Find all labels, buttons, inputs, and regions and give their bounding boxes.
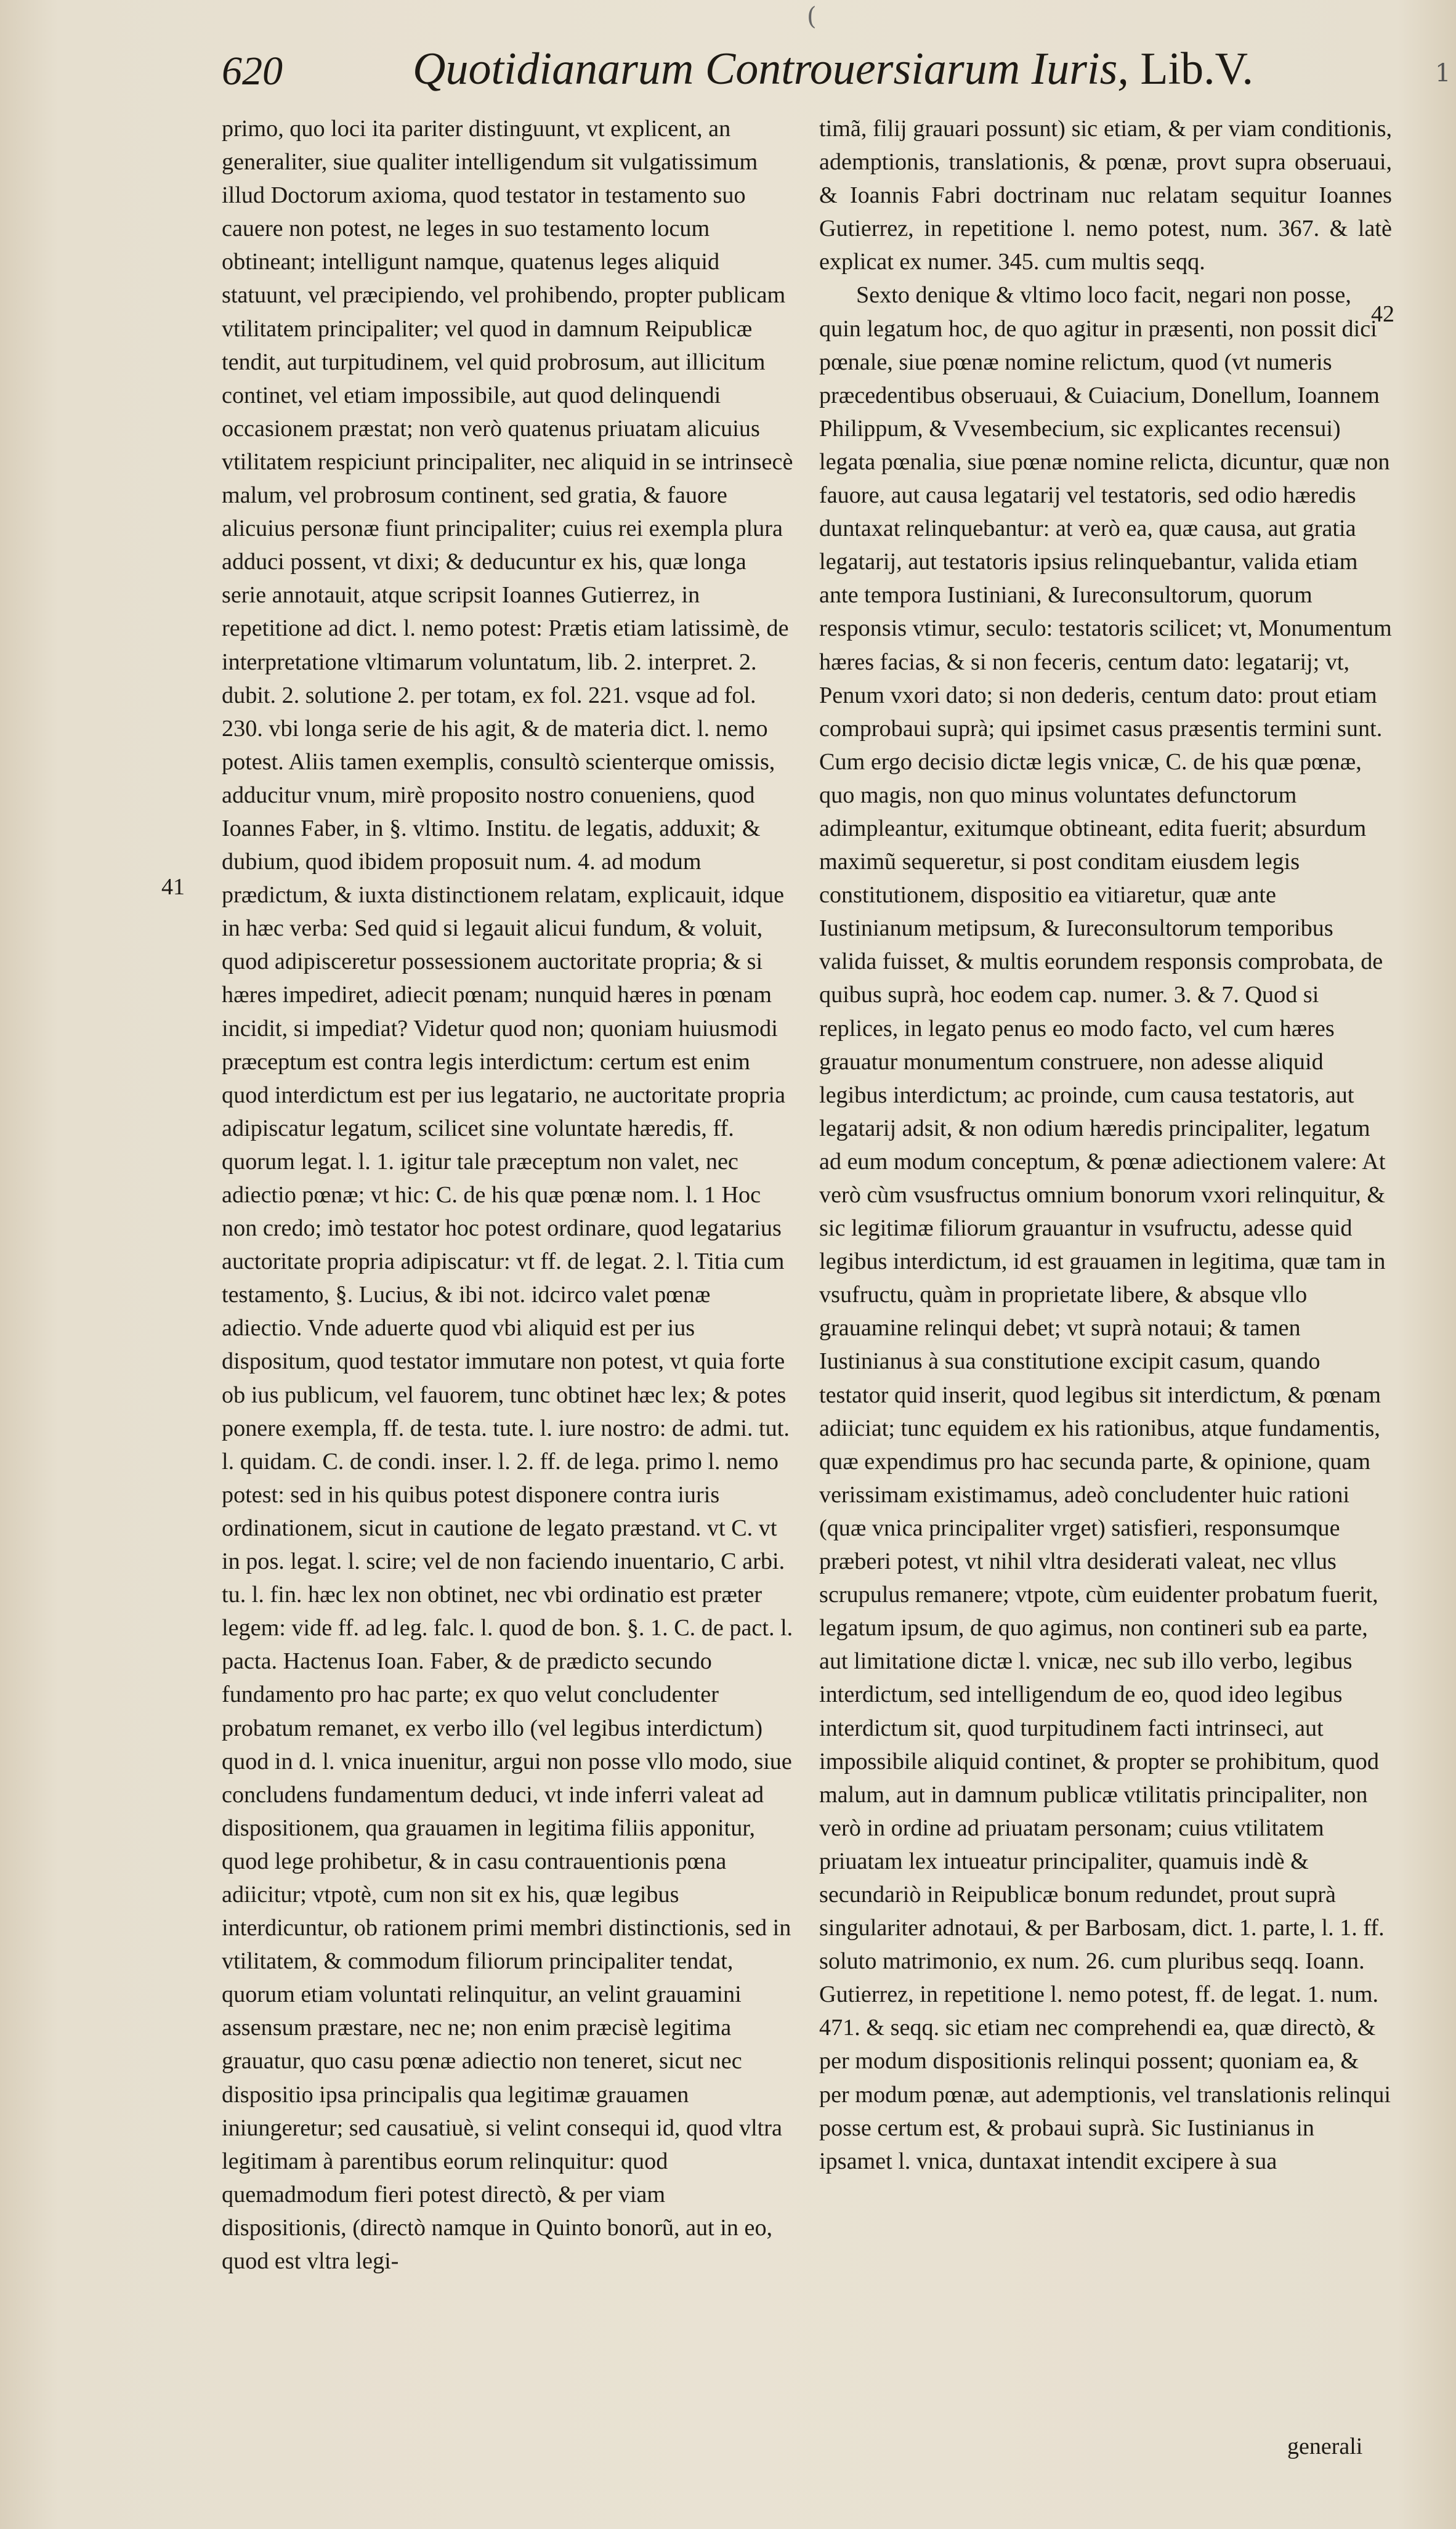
left-column (222, 112, 795, 2278)
top-mark: ( (807, 2, 817, 31)
right-column (819, 112, 1392, 2178)
page-header (222, 37, 1380, 111)
right-paragraph-2: Sexto denique & vltimo loco facit, negari non posse, quin legatum hoc, de quo agitur in præsenti, non possit dici pœnale, siue pœnæ nomine relictum, quod (vt numeris præcedentibus obseruaui, & Cuiacium, Donellum, Ioannem Philippum, & Vvesembecium, sic explicantes recensui) legata pœnalia, siue pœnæ nomine relicta, dicuntur, quæ non fauore, aut causa legatarij vel testatoris, sed odio hæredis duntaxat relinquebantur: at verò ea, quæ causa, aut gratia legatarij, aut testatoris ipsius relinquebantur, valida etiam ante tempora Iustiniani, & Iureconsultorum, quorum responsis vtimur, seculo: testatoris scilicet; vt, Monumentum hæres facias, & si non feceris, centum dato: legatarij; vt, Penum vxori dato; si non dederis, centum dato: prout etiam comprobaui suprà; qui ipsimet casus præsentis termini sunt. Cum ergo decisio dictæ legis vnicæ, C. de his quæ pœnæ, quo magis, non quo minus voluntates defunctorum adimpleantur, exitumque obtineant, edita fuerit; absurdum maximũ sequeretur, si post conditam eiusdem legis constitutionem, dispositio ea vitiaretur, quæ ante Iustinianum metipsum, & Iureconsultorum temporibus valida fuisset, & multis eorundem responsis comprobata, de quibus suprà, hoc eodem cap. numer. 3. & 7. Quod si replices, in legato penus eo modo facto, vel cum hæres grauatur monumentum construere, non adesse aliquid legibus interdictum; ac proinde, cum causa testatoris, aut legatarij adsit, & non odium hæredis principaliter, legatum ad eum modum conceptum, & pœnæ adiectionem valere: At verò cùm vsusfructus omnium bonorum vxori relinquitur, & sic legitimæ filiorum grauantur in vsufructu, adesse quid legibus interdictum, id est grauamen in legitima, quæ tam in vsufructu, quàm in proprietate libere, & absque vllo grauamine relinqui debet; vt suprà notaui; & tamen Iustinianus à sua constitutione excipit casum, quando testator quid inserit, quod legibus sit interdictum, & pœnam adiiciat; tunc equidem ex his rationibus, atque fundamentis, quæ expendimus pro hac secunda parte, & opinione, quam verissimam existimamus, adeò concludenter huic rationi (quæ vnica principaliter vrget) satisfieri, responsumque præberi potest, vt nihil vltra desiderati valeat, nec vllus scrupulus remanere; vtpote, cùm euidenter probatum fuerit, legatum ipsum, de quo agimus, non contineri sub ea parte, aut limitatione dictæ l. vnicæ, nec sub illo verbo, legibus interdictum, sed intelligendum de eo, quod ideo legibus interdictum sit, quod turpitudinem facti intrinseci, aut impossibile aliquid continet, & propter se prohibitum, quod malum, aut in damnum publicæ vtilitatis principaliter, non verò in ordine ad priuatam personam; cuius vtilitatem priuatam lex intueatur principaliter, quamuis indè & secundariò in Reipublicæ bonum redundet, prout suprà singulariter adnotaui, & per Barbosam, dict. 1. parte, l. 1. ff. soluto matrimonio, ex num. 26. cum pluribus seqq. Ioann. Gutierrez, in repetitione l. nemo potest, ff. de legat. 1. num. 471. & seqq. sic etiam nec comprehendi ea, quæ directò, & per modum dispositionis relinqui possent; quoniam ea, & per modum pœnæ, aut ademptionis, vel translationis relinqui posse certum est, & probaui suprà. Sic Iustinianus in ipsamet l. vnica, duntaxat intendit excipere à sua (819, 282, 1392, 2174)
right-paragraph-1: timã, filij grauari possunt) sic etiam, & per viam conditionis, ademptionis, translationis, & pœnæ, provt supra obseruaui, & Ioannis Fabri doctrinam nuc relatam sequitur Ioannes Gutierrez, in repetitione l. nemo potest, num. 367. & latè explicat ex numer. 345. cum multis seqq. (819, 116, 1392, 275)
margin-number-41: 41 (161, 874, 185, 900)
margin-number-42: 42 (1371, 301, 1394, 327)
edge-mark: 1 (1435, 59, 1451, 87)
left-paragraph-1: primo, quo loci ita pariter distinguunt, vt explicent, an generaliter, siue qualiter intelligendum sit vulgatissimum illud Doctorum axioma, quod testator in testamento suo cauere non potest, ne leges in suo testamento locum obtineant; intelligunt namque, quatenus leges aliquid statuunt, vel præcipiendo, vel prohibendo, propter publicam vtilitatem principaliter; vel quod in damnum Reipublicæ tendit, aut turpitudinem, vel quid probrosum, aut illicitum continet, vel etiam impossibile, aut quod delinquendi occasionem præstat; non verò quatenus priuatam alicuius vtilitatem respiciunt principaliter, nec aliquid in se intrinsecè malum, vel probrosum continent, sed gratia, & fauore alicuius personæ fiunt principaliter; cuius rei exempla plura adduci possent, vt dixi; & deducuntur ex his, quæ longa serie annotauit, atque scripsit Ioannes Gutierrez, in repetitione ad dict. l. nemo potest: Prætis etiam latissimè, de interpretatione vltimarum voluntatum, lib. 2. interpret. 2. dubit. 2. solutione 2. per totam, ex fol. 221. vsque ad fol. 230. vbi longa serie de his agit, & de materia dict. l. nemo potest. Aliis tamen exemplis, consultò scienterque omissis, adducitur vnum, mirè proposito nostro conueniens, quod Ioannes Faber, in §. vltimo. Institu. de legatis, adduxit; & dubium, quod ibidem proposuit num. 4. ad modum prædictum, & iuxta distinctionem relatam, explicauit, idque in hæc verba: Sed quid si legauit alicui fundum, & voluit, quod adipisceretur possessionem auctoritate propria; & si hæres impediret, adiecit pœnam; nunquid hæres in pœnam incidit, si impediat? Videtur quod non; quoniam huiusmodi præceptum est contra legis interdictum: certum est enim quod interdictum est per ius legatario, ne auctoritate propria adipiscatur legatum, scilicet sine voluntate hæredis, ff. quorum legat. l. 1. igitur tale præceptum non valet, nec adiectio pœnæ; vt hic: C. de his quæ pœnæ nom. l. 1 Hoc non credo; imò testator hoc potest ordinare, quod legatarius auctoritate propria adipiscatur: vt ff. de legat. 2. l. Titia cum testamento, §. Lucius, & ibi not. idcirco valet pœnæ adiectio. Vnde aduerte quod vbi aliquid est per ius dispositum, quod testator immutare non potest, vt quia forte ob ius publicum, vel fauorem, tunc obtinet hæc lex; & potes ponere exempla, ff. de testa. tute. l. iure nostro: de admi. tut. l. quidam. C. de condi. inser. l. 2. ff. de lega. primo l. nemo potest: sed in his quibus potest disponere contra iuris ordinationem, sicut in cautione de legato præstand. vt C. vt in pos. legat. l. scire; vel de non faciendo inuentario, C arbi. tu. l. fin. hæc lex non obtinet, nec vbi ordinatio est præter legem: vide ff. ad leg. falc. l. quod de bon. §. 1. C. de pact. l. pacta. Hactenus Ioan. Faber, & de prædicto secundo fundamento pro hac parte; ex quo velut concludenter probatum remanet, ex verbo illo (vel legibus interdictum) quod in d. l. vnica inuenitur, argui non posse vllo modo, siue concludens fundamentum deduci, vt inde inferri valeat ad dispositionem, qua grauamen in legitima filiis apponitur, quod lege prohibetur, & in casu contrauentionis pœna adiicitur; vtpotè, cum non sit ex his, quæ legibus interdicuntur, ob rationem primi membri distinctionis, sed in vtilitatem, & commodum filiorum principaliter tendat, quorum etiam voluntati relinquitur, an velint grauamini assensum præstare, nec ne; non enim præcisè legitima grauatur, quo casu pœnæ adiectio non teneret, sicut nec dispositio ipsa principalis qua legitimæ grauamen iniungeretur; sed causatiuè, si velint consequi id, quod vltra legitimam à parentibus eorum relinquitur: quod quemadmodum fieri potest directò, & per viam dispositionis, (directò namque in Quinto bonorũ, aut in eo, quod est vltra legi- (222, 116, 793, 2274)
running-title-text: Quotidianarum Controuersiarum Iuris, (413, 44, 1129, 94)
catchword: generali (1287, 2434, 1363, 2459)
folio-number: 620 (222, 49, 283, 94)
running-title (413, 43, 1253, 95)
running-title-book: Lib.V. (1140, 44, 1254, 94)
